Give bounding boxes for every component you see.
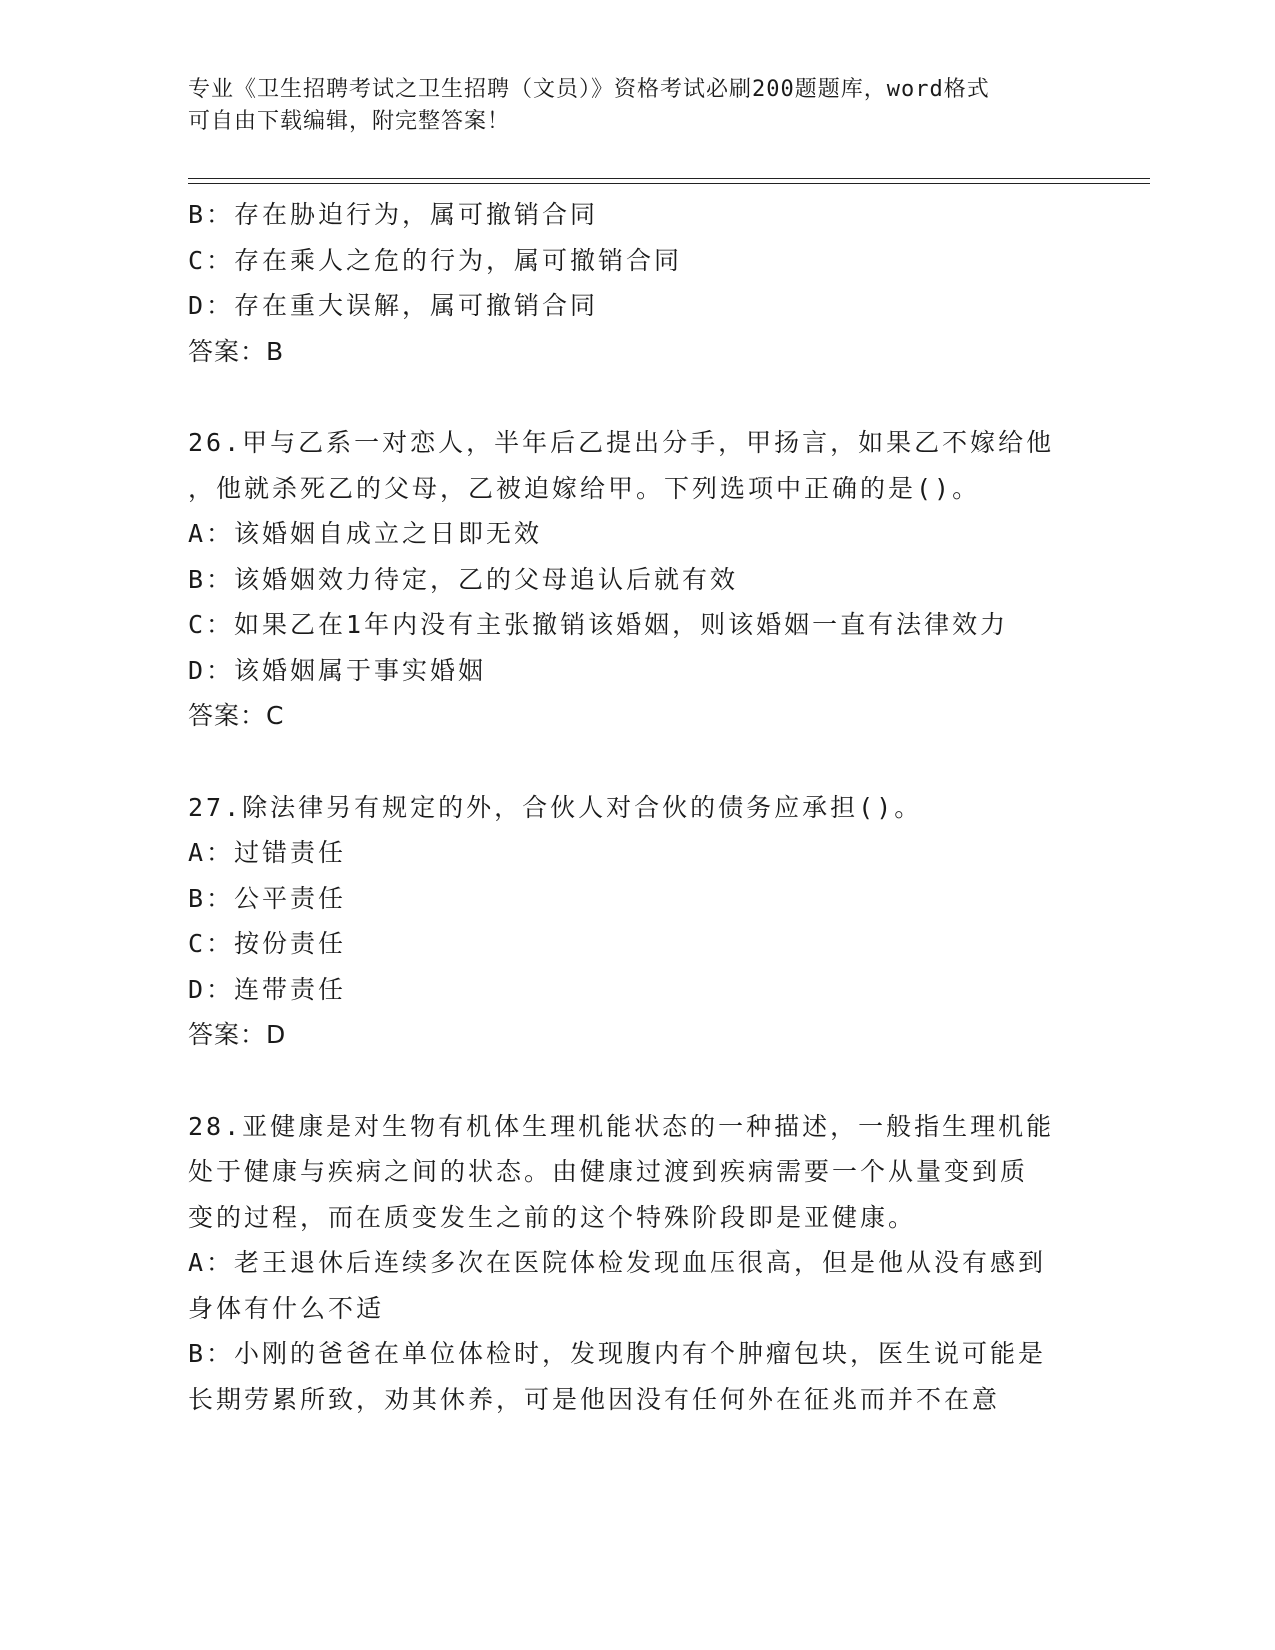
option-d: D：该婚姻属于事实婚姻	[188, 655, 487, 685]
question-gap	[188, 1058, 1088, 1104]
question-stem-line-2: 处于健康与疾病之间的状态。由健康过渡到疾病需要一个从量变到质	[188, 1157, 1029, 1186]
option-b-line-1: B：小刚的爸爸在单位体检时，发现腹内有个肿瘤包块，医生说可能是	[188, 1339, 1047, 1368]
option-d: D：存在重大误解，属可撤销合同	[188, 291, 599, 320]
question-stem: 27.除法律另有规定的外，合伙人对合伙的债务应承担()。	[188, 792, 923, 822]
question-28	[188, 1104, 1088, 1423]
option-b: B：公平责任	[188, 883, 347, 913]
answer-line: 答案：D	[188, 1020, 287, 1049]
header-rule-top	[188, 178, 1150, 179]
answer-line: 答案：B	[188, 336, 285, 366]
question-26	[188, 420, 1088, 739]
question-stem-line-1: 28.亚健康是对生物有机体生理机能状态的一种描述，一般指生理机能	[188, 1111, 1055, 1141]
question-25	[188, 192, 1088, 374]
option-b-line-2: 长期劳累所致，劝其休养，可是他因没有任何外在征兆而并不在意	[188, 1384, 1001, 1414]
question-stem-line-1: 26.甲与乙系一对恋人，半年后乙提出分手，甲扬言，如果乙不嫁给他	[188, 428, 1055, 457]
option-d: D：连带责任	[188, 974, 347, 1004]
header-line-1: 专业《卫生招聘考试之卫生招聘（文员）》资格考试必刷200题题库，word格式	[188, 77, 990, 102]
option-a-line-1: A：老王退休后连续多次在医院体检发现血压很高，但是他从没有感到	[188, 1248, 1047, 1277]
option-c: C：按份责任	[188, 929, 347, 958]
question-27	[188, 785, 1088, 1058]
option-c: C：如果乙在1年内没有主张撤销该婚姻，则该婚姻一直有法律效力	[188, 610, 1009, 639]
question-stem-line-2: ，他就杀死乙的父母，乙被迫嫁给甲。下列选项中正确的是()。	[188, 473, 981, 503]
option-b: B：存在胁迫行为，属可撤销合同	[188, 200, 599, 229]
header-rule-bottom	[188, 183, 1150, 184]
option-a-line-2: 身体有什么不适	[188, 1293, 385, 1323]
header-line-2: 可自由下载编辑，附完整答案！	[188, 109, 511, 134]
question-gap	[188, 374, 1088, 420]
option-c: C：存在乘人之危的行为，属可撤销合同	[188, 245, 683, 275]
document-header	[188, 74, 1068, 138]
option-a: A：该婚姻自成立之日即无效	[188, 519, 543, 548]
question-stem-line-3: 变的过程，而在质变发生之前的这个特殊阶段即是亚健康。	[188, 1202, 917, 1232]
question-list	[188, 192, 1088, 1422]
answer-line: 答案：C	[188, 701, 285, 730]
option-b: B：该婚姻效力待定，乙的父母追认后就有效	[188, 564, 739, 594]
question-gap	[188, 739, 1088, 785]
option-a: A：过错责任	[188, 838, 347, 867]
